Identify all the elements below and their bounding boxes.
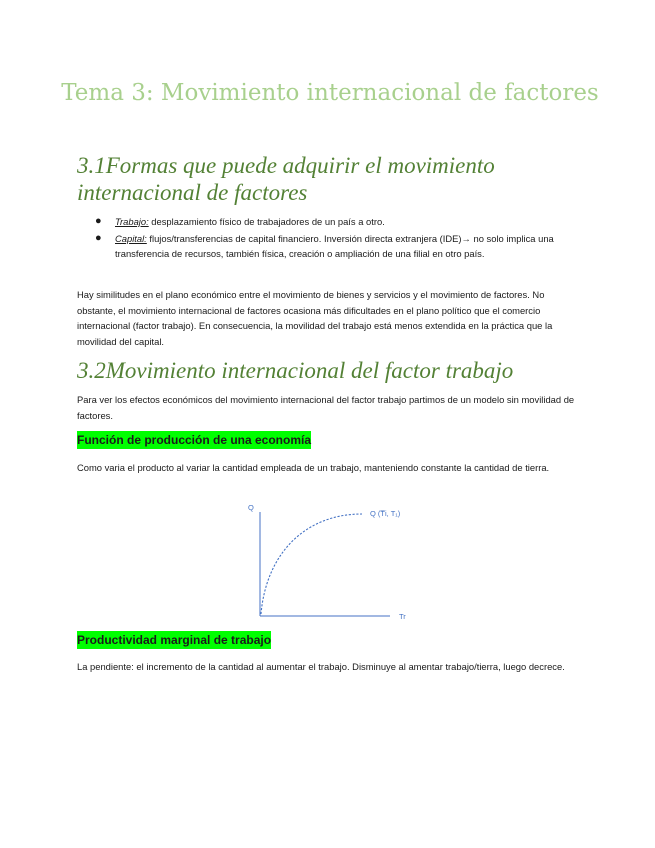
section-heading-3-1: 3.1Formas que puede adquirir el movimiento internacional de factores [77,153,495,205]
list-item-text: flujos/transferencias de capital financiero. Inversión directa extranjera (IDE)→ no solo implica una transferencia de recursos, también física, creación o ampliación de una filial en otro país. [115,232,554,259]
list-item [77,214,577,230]
list-item-text: desplazamiento físico de trabajadores de un país a otro. [148,216,385,227]
section-heading-3-2: 3.2Movimiento internacional del factor trabajo [77,358,514,383]
list-item [77,231,577,262]
bullet-icon: ● [95,215,102,227]
chart-curve-label: Q (T̅i, T₁) [370,509,401,518]
bullet-icon: ● [95,231,102,244]
marginal-productivity-paragraph: La pendiente: el incremento de la cantidad al aumentar el trabajo. Disminuye al amentar trabajo/tierra, luego decrece. [77,661,565,672]
page-title: Tema 3: Movimiento internacional de factores [61,80,599,106]
chart-production-curve [261,514,362,614]
chart-x-axis-label: Tr [399,612,406,621]
production-function-chart [244,500,419,626]
highlighted-subheading-marginal-productivity: Productividad marginal de trabajo [77,633,272,647]
section1-paragraph: Hay similitudes en el plano económico entre el movimiento de bienes y servicios y el movimiento de factores. No obstante, el movimiento internacional de factores ocasiona más dificultades en el plano político que el comercio internacional (factor trabajo). En consecuencia, la movilidad del trabajo está menos extendida en la práctica que la movilidad del capital. [77,289,553,347]
section2-paragraph: Para ver los efectos económicos del movimiento internacional del factor trabajo partimos de un modelo sin movilidad de factores. [77,394,575,421]
production-function-paragraph: Como varia el producto al variar la cantidad empleada de un trabajo, manteniendo constante la cantidad de tierra. [77,462,550,473]
chart-y-axis-label: Q [248,503,254,512]
list-item-term: Trabajo: [115,216,149,227]
factor-types-list [77,214,577,263]
highlighted-subheading-production-function: Función de producción de una economía [77,433,312,447]
list-item-term: Capital: [115,232,147,244]
